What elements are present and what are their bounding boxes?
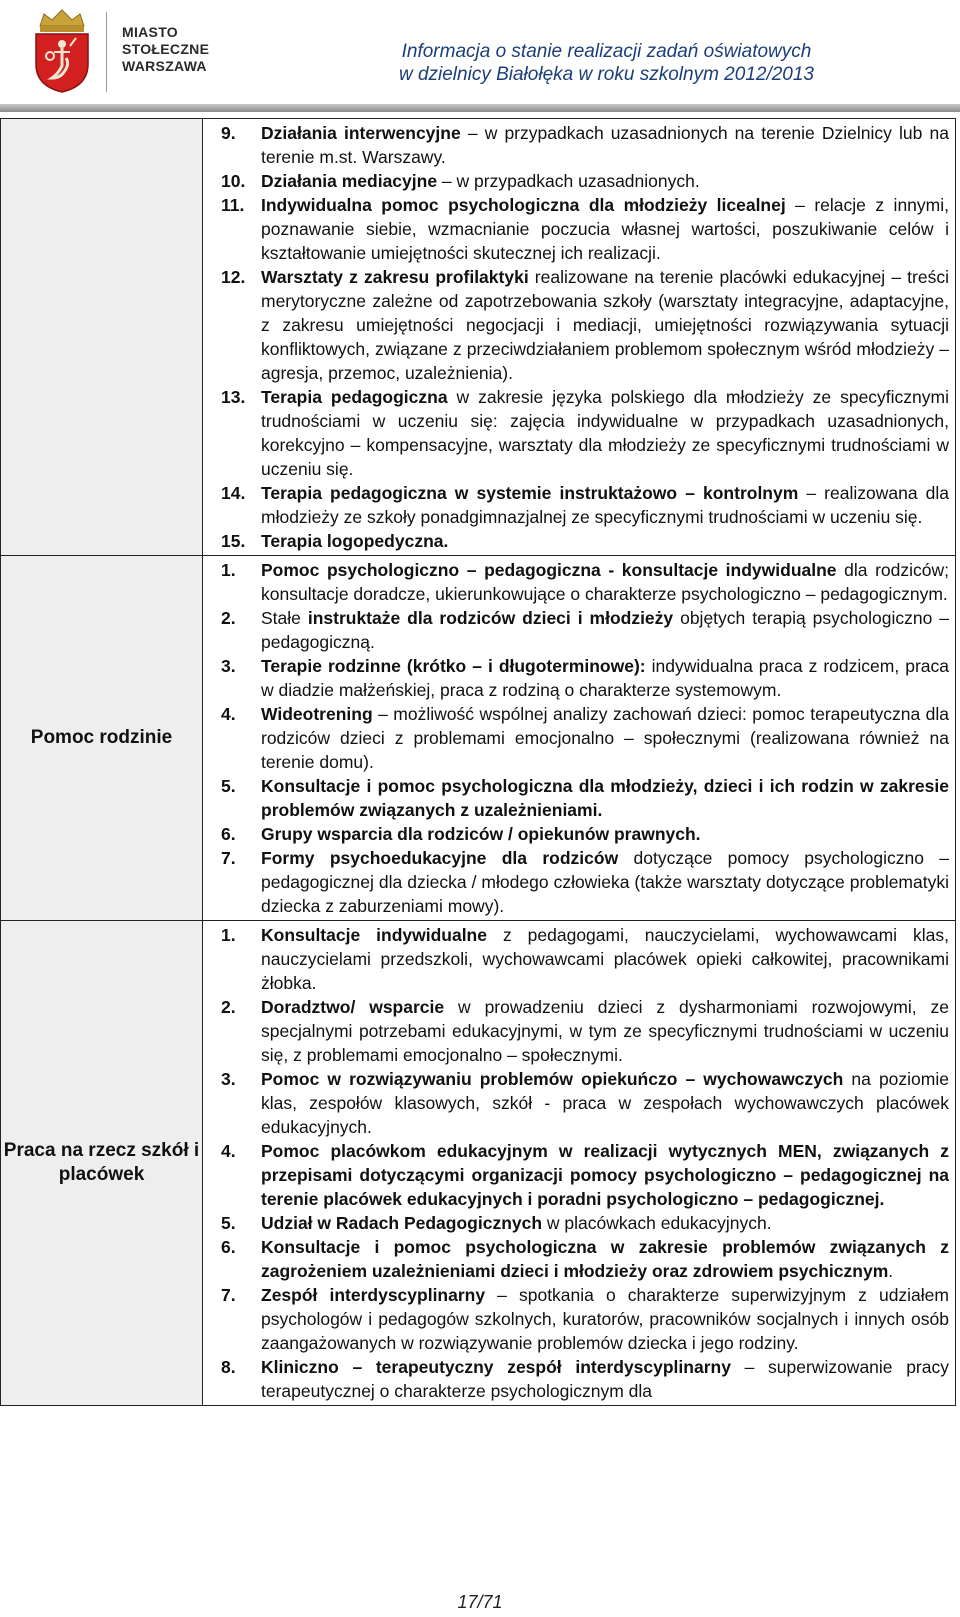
item-text: realizowane na terenie placówki edukacyjnej – treści merytoryczne zależne od zapotrzebowania szkoły (warsztaty integracyjne, adaptacyjne, z zakresu umiejętności negocjacji i mediacji, umiejętności rozwiązywania sytuacji konfliktowych, związane z przeciwdziałaniem problemom społecznym wśród młodzieży – agresja, przemoc, uzależnienia). xyxy=(261,267,949,383)
list-item xyxy=(221,385,949,481)
list-item xyxy=(221,265,949,385)
document-title-line: w dzielnicy Białołęka w roku szkolnym 2012/2013 xyxy=(398,64,814,85)
item-number: 3. xyxy=(221,656,236,676)
item-number: 3. xyxy=(221,1069,236,1089)
item-number: 12. xyxy=(221,267,246,287)
item-text-bold: Terapie rodzinne (krótko – i długoterminowe): xyxy=(261,656,646,676)
item-number: 1. xyxy=(221,925,236,945)
item-text-bold: Konsultacje indywidualne xyxy=(261,925,487,945)
item-text: Stałe xyxy=(261,608,308,628)
list-item xyxy=(221,1211,949,1235)
item-text-bold: Terapia pedagogiczna xyxy=(261,387,448,407)
item-text: dla rodziców; konsultacje doradcze, ukierunkowujące o charakterze psychologiczno – pedagogicznym. xyxy=(261,560,949,604)
list-item xyxy=(221,995,949,1067)
item-number: 7. xyxy=(221,848,236,868)
table-row xyxy=(1,119,956,556)
section-content xyxy=(203,119,956,556)
item-number: 4. xyxy=(221,704,236,724)
table-row xyxy=(1,921,956,1406)
list-item xyxy=(221,702,949,774)
list-item xyxy=(221,606,949,654)
item-text: w prowadzeniu dzieci z dysharmoniami rozwojowymi, ze specjalnymi potrzebami edukacyjnymi, w tym ze specyficznymi trudnościami w uczeniu się, z problemami emocjonalno – społecznymi. xyxy=(261,997,949,1065)
item-number: 2. xyxy=(221,997,236,1017)
item-text-bold: Pomoc placówkom edukacyjnym w realizacji wytycznych MEN, związanych z przepisami dotyczącymi organizacji pomocy psychologiczno – pedagogicznej na terenie placówek edukacyjnych i poradni psychologiczno – pedagogicznej. xyxy=(261,1141,949,1209)
item-text-bold: Warsztaty z zakresu profilaktyki xyxy=(261,267,529,287)
item-text-bold: Pomoc w rozwiązywaniu problemów opiekuńczo – wychowawczych xyxy=(261,1069,844,1089)
list-item xyxy=(221,193,949,265)
item-text-bold: Doradztwo/ wsparcie xyxy=(261,997,445,1017)
item-text: – superwizowanie pracy terapeutycznej o charakterze psychologicznym dla xyxy=(261,1357,949,1401)
brand-line: WARSZAWA xyxy=(122,58,207,74)
item-text-bold: Wideotrening xyxy=(261,704,373,724)
list-item xyxy=(221,1355,949,1403)
item-number: 15. xyxy=(221,531,246,551)
item-number: 2. xyxy=(221,608,236,628)
list-item xyxy=(221,1139,949,1211)
section-label xyxy=(1,119,203,556)
item-text-bold: Działania interwencyjne xyxy=(261,123,461,143)
item-text: – w przypadkach uzasadnionych. xyxy=(437,171,700,191)
item-number: 7. xyxy=(221,1285,236,1305)
item-text-bold: Terapia pedagogiczna w systemie instruktażowo – kontrolnym xyxy=(261,483,799,503)
item-text: na poziomie klas, zespołów klasowych, szkół - praca w zespołach wychowawczych placówek edukacyjnych. xyxy=(261,1069,949,1137)
section-label: Praca na rzecz szkół i placówek xyxy=(1,921,203,1406)
brand-divider xyxy=(106,12,107,92)
item-text: indywidualna praca z rodzicem, praca w diadzie małżeńskiej, praca z rodziną o charakterze systemowym. xyxy=(261,656,949,700)
list-item xyxy=(221,654,949,702)
list-item xyxy=(221,529,949,553)
item-text-bold: Indywidualna pomoc psychologiczna dla młodzieży licealnej xyxy=(261,195,786,215)
item-text: dotyczące pomocy psychologiczno – pedagogicznej dla dziecka / młodego człowieka (także warsztaty dotyczące problematyki dziecka z zaburzeniami mowy). xyxy=(261,848,949,916)
item-text-bold: Terapia logopedyczna. xyxy=(261,531,449,551)
item-text: – w przypadkach uzasadnionych na terenie Dzielnicy lub na terenie m.st. Warszawy. xyxy=(261,123,949,167)
document-title xyxy=(399,40,814,86)
item-text-bold: Formy psychoedukacyjne dla rodziców xyxy=(261,848,619,868)
item-number: 10. xyxy=(221,171,246,191)
item-list xyxy=(221,558,949,918)
item-text: objętych terapią psychologiczno – pedagogiczną. xyxy=(261,608,949,652)
item-number: 14. xyxy=(221,483,246,503)
list-item xyxy=(221,822,949,846)
item-text-bold: Pomoc psychologiczno – pedagogiczna - konsultacje indywidualne xyxy=(261,560,837,580)
item-text-bold: instruktaże dla rodziców dzieci i młodzieży xyxy=(307,608,674,628)
item-number: 1. xyxy=(221,560,236,580)
list-item xyxy=(221,1067,949,1139)
item-text-bold: Działania mediacyjne xyxy=(261,171,438,191)
item-text: w placówkach edukacyjnych. xyxy=(542,1213,772,1233)
warsaw-crest-icon xyxy=(30,8,94,94)
list-item xyxy=(221,1235,949,1283)
list-item xyxy=(221,169,949,193)
header-rule xyxy=(0,104,960,112)
item-number: 9. xyxy=(221,123,236,143)
list-item xyxy=(221,481,949,529)
city-brand xyxy=(122,24,209,75)
item-text-bold: Konsultacje i pomoc psychologiczna dla młodzieży, dzieci i ich rodzin w zakresie problemów związanych z uzależnieniami. xyxy=(261,776,949,820)
item-text-bold: Grupy wsparcia dla rodziców / opiekunów prawnych. xyxy=(261,824,701,844)
section-label: Pomoc rodzinie xyxy=(1,556,203,921)
section-content xyxy=(203,921,956,1406)
item-text: w zakresie języka polskiego dla młodzieży ze specyficznymi trudnościami w uczeniu się: zajęcia indywidualne w przypadkach uzasadnionych, korekcyjno – kompensacyjne, warsztaty dla młodzieży ze specyficznymi trudnościami w uczeniu się. xyxy=(261,387,949,479)
item-number: 5. xyxy=(221,1213,236,1233)
item-number: 6. xyxy=(221,1237,236,1257)
item-number: 6. xyxy=(221,824,236,844)
list-item xyxy=(221,774,949,822)
page-header xyxy=(0,0,960,112)
item-number: 5. xyxy=(221,776,236,796)
list-item xyxy=(221,558,949,606)
item-text: – możliwość wspólnej analizy zachowań dzieci: pomoc terapeutyczna dla rodziców dzieci z problemami emocjonalno – społecznymi (realizowana również na terenie domu). xyxy=(261,704,949,772)
document-title-line: Informacja o stanie realizacji zadań oświatowych xyxy=(401,41,812,62)
section-content xyxy=(203,556,956,921)
item-text-bold: Konsultacje i pomoc psychologiczna w zakresie problemów związanych z zagrożeniem uzależnieniami dzieci i młodzieży oraz zdrowiem psychicznym xyxy=(261,1237,949,1281)
item-number: 4. xyxy=(221,1141,236,1161)
item-number: 13. xyxy=(221,387,246,407)
item-list xyxy=(221,923,949,1403)
list-item xyxy=(221,846,949,918)
item-text: . xyxy=(888,1261,894,1281)
item-text: – relacje z innymi, poznawanie siebie, wzmacnianie poczucia własnej wartości, poszukiwanie celów i kształtowanie umiejętności skutecznej ich realizacji. xyxy=(261,195,949,263)
list-item xyxy=(221,923,949,995)
item-text: – realizowana dla młodzieży ze szkoły ponadgimnazjalnej ze specyficznymi trudnościami w uczeniu się. xyxy=(261,483,950,527)
item-text-bold: Zespół interdyscyplinarny xyxy=(261,1285,486,1305)
page-number: 17/71 xyxy=(457,1592,503,1612)
item-number: 8. xyxy=(221,1357,236,1377)
services-table xyxy=(0,118,956,1406)
item-number: 11. xyxy=(221,195,245,215)
brand-line: STOŁECZNE xyxy=(122,41,210,57)
item-text: z pedagogami, nauczycielami, wychowawcami klas, nauczycielami przedszkoli, wychowawcami placówek opieki całkowitej, pracownikami żłobka. xyxy=(261,925,950,993)
item-text: – spotkania o charakterze superwizyjnym z udziałem psychologów i pedagogów szkolnych, kuratorów, pracowników socjalnych i innych osób zaangażowanych w rozwiązywanie problemów dziecka i jego rodziny. xyxy=(261,1285,949,1353)
list-item xyxy=(221,1283,949,1355)
item-text-bold: Udział w Radach Pedagogicznych xyxy=(261,1213,543,1233)
item-list xyxy=(221,121,949,553)
list-item xyxy=(221,121,949,169)
table-row xyxy=(1,556,956,921)
item-text-bold: Kliniczno – terapeutyczny zespół interdyscyplinarny xyxy=(261,1357,731,1377)
brand-line: MIASTO xyxy=(122,24,178,40)
